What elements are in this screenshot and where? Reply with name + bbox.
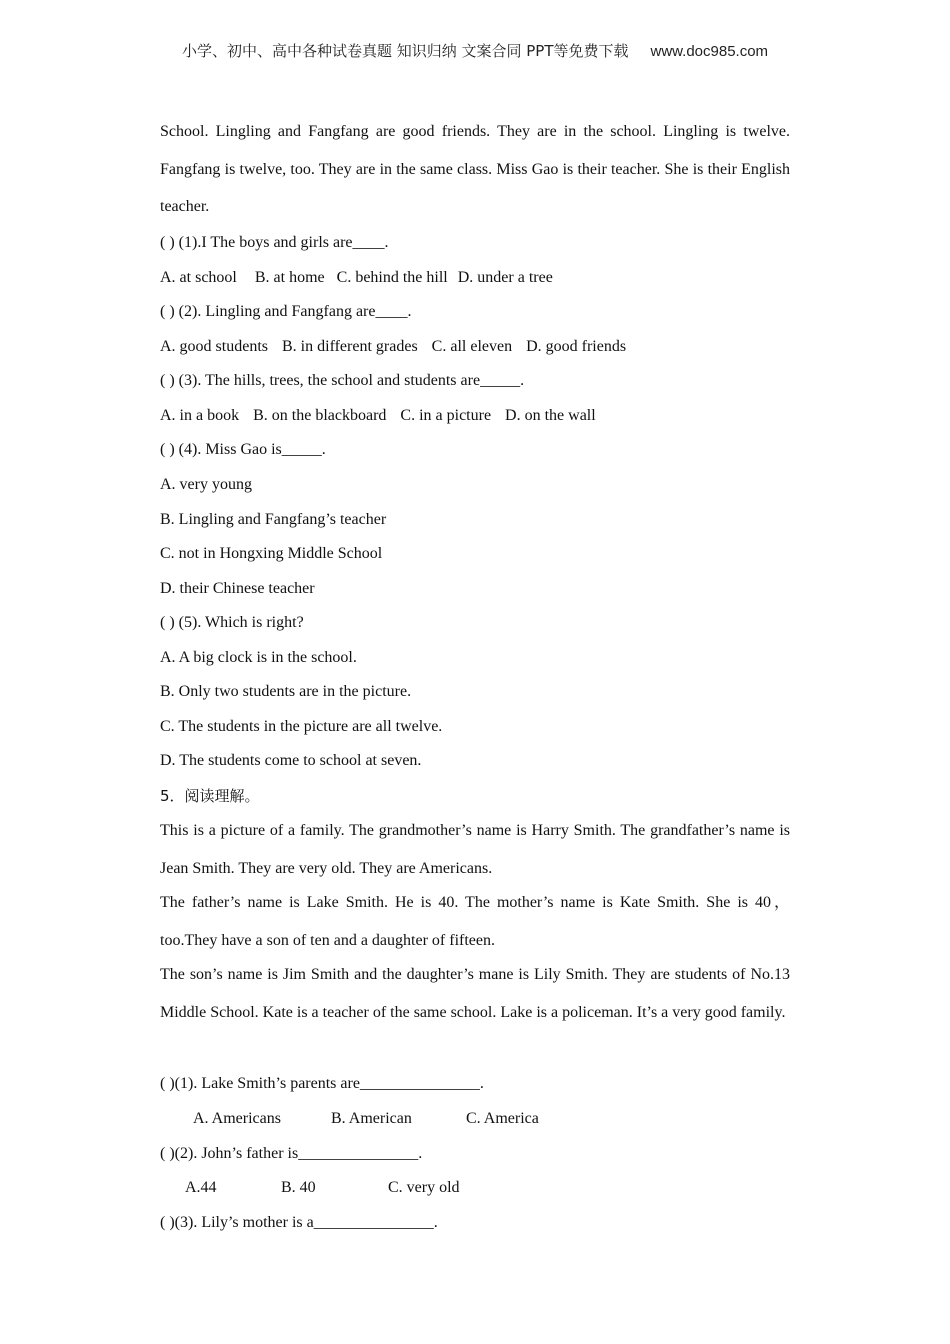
option-c: C. all eleven (431, 338, 513, 355)
q4-4-option-c: C. not in Hongxing Middle School (160, 545, 383, 562)
option-c: C. very old (388, 1179, 460, 1196)
q4-4-option-d: D. their Chinese teacher (160, 580, 315, 597)
option-b: B. American (331, 1110, 412, 1127)
option-d: D. good friends (526, 338, 627, 355)
option-c: C. America (466, 1110, 539, 1127)
q4-4-stem: ( ) (4). Miss Gao is_____. (160, 441, 326, 458)
q5-1-stem: ( )(1). Lake Smith’s parents are_______________. (160, 1075, 484, 1092)
section-5-paragraph-2: The father’s name is Lake Smith. He is 40. The mother’s name is Kate Smith. She is 40，too.They have a son of ten and a daughter of fifteen. (160, 894, 790, 949)
q5-3-stem: ( )(3). Lily’s mother is a_______________. (160, 1214, 438, 1231)
option-b: B. at home (254, 269, 325, 286)
q4-5-option-a: A. A big clock is in the school. (160, 649, 357, 666)
section-5-title: 5．阅读理解。 (160, 787, 260, 805)
option-b: B. in different grades (282, 338, 418, 355)
q4-4-option-a: A. very young (160, 476, 252, 493)
page-header (0, 40, 950, 61)
q4-5-option-b: B. Only two students are in the picture. (160, 683, 412, 700)
option-c: C. behind the hill (336, 269, 448, 286)
q4-5-stem: ( ) (5). Which is right? (160, 614, 304, 631)
option-a: A. Americans (193, 1110, 281, 1127)
option-c: C. in a picture (400, 407, 492, 424)
option-d: D. under a tree (457, 269, 553, 286)
option-a: A. at school (160, 269, 237, 286)
q4-3-stem: ( ) (3). The hills, trees, the school and students are_____. (160, 372, 525, 389)
q4-2-stem: ( ) (2). Lingling and Fangfang are____. (160, 303, 412, 320)
q4-5-option-c: C. The students in the picture are all twelve. (160, 718, 443, 735)
header-site-link[interactable]: www.doc985.com (650, 43, 769, 60)
passage-4-text: School. Lingling and Fangfang are good friends. They are in the school. Lingling is twelve. Fangfang is twelve, too. They are in the same class. Miss Gao is their teacher. She is their English teacher. (160, 123, 790, 215)
q4-5-option-d: D. The students come to school at seven. (160, 752, 422, 769)
q4-4-option-b: B. Lingling and Fangfang’s teacher (160, 511, 387, 528)
option-a: A.44 (185, 1179, 217, 1196)
option-b: B. 40 (281, 1179, 316, 1196)
q5-1-options (193, 1109, 539, 1129)
header-text: 小学、初中、高中各种试卷真题 知识归纳 文案合同 PPT等免费下载 (181, 42, 629, 60)
section-5-paragraph-3: The son’s name is Jim Smith and the daughter’s mane is Lily Smith. They are students of No.13 Middle School. Kate is a teacher of the same school. Lake is a policeman. It’s a very good family. (160, 966, 790, 1021)
q5-2-stem: ( )(2). John’s father is_______________. (160, 1145, 423, 1162)
q4-1-stem: ( ) (1).I The boys and girls are____. (160, 234, 389, 251)
q4-2-options (160, 337, 626, 357)
q4-3-options (160, 406, 596, 426)
option-b: B. on the blackboard (253, 407, 387, 424)
q4-1-options (160, 268, 553, 288)
option-a: A. in a book (160, 407, 240, 424)
section-5-paragraph-1: This is a picture of a family. The grandmother’s name is Harry Smith. The grandfather’s name is Jean Smith. They are very old. They are Americans. (160, 822, 790, 877)
option-d: D. on the wall (505, 407, 596, 424)
option-a: A. good students (160, 338, 268, 355)
q5-2-options (185, 1178, 460, 1198)
